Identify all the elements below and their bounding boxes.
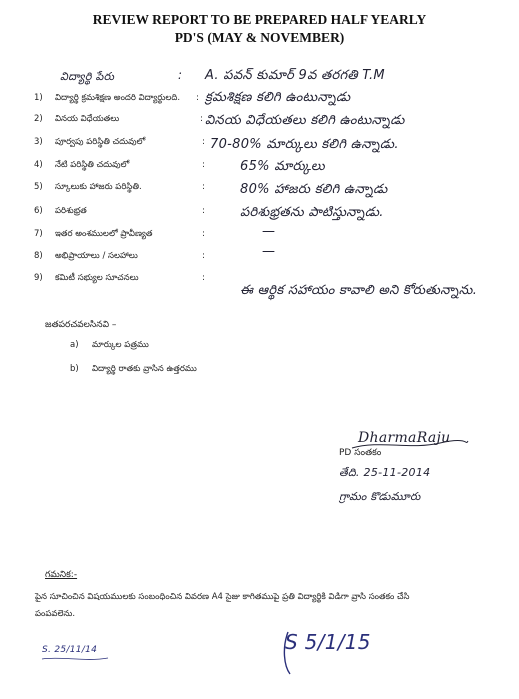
note-line-2: పంపవలెను. [35,609,76,619]
report-title: REVIEW REPORT TO BE PREPARED HALF YEARLY [92,12,427,27]
row-number: 3) [34,137,43,147]
row-value: వినయ విధేయతలు కలిగి ఉంటున్నాడు [205,113,405,128]
row-value: — [262,244,276,259]
enclosures-heading: జతపరచవలసినవి – [45,320,117,330]
row-label: పూర్వపు పరిస్థితి చదువులో [55,137,146,147]
signature-village: గ్రామం కొడుమూరు [339,490,421,503]
colon: : [178,68,183,82]
row-label: అభిప్రాయాలు / సలహాలు [55,251,138,261]
enclosure-number: b) [70,364,79,374]
row-value: పరిశుభ్రతను పాటిస్తున్నాడు. [240,205,384,220]
row-label: వినయ విధేయతలు [55,114,120,124]
row-value: క్రమశిక్షణ కలిగి ఉంటున్నాడు [205,90,351,105]
enclosure-item: విద్యార్థి రాతకు వ్రాసిన ఉత్తరము [92,364,197,374]
colon: : [200,114,203,124]
note-line-1: పైన సూచించిన విషయములకు సంబంధించిన వివరణ A4 సైజు కాగితముపై ప్రతి విద్యార్థికి విడిగా వ్రాసి సంతకం చేసి [35,592,410,602]
colon: : [202,273,205,283]
row-value: 70-80% మార్కులు కలిగి ఉన్నాడు. [210,137,399,152]
row-number: 2) [34,114,43,124]
colon: : [202,251,205,261]
colon: : [202,229,205,239]
row-number: 4) [34,160,43,170]
row-label: కమిటీ సభ్యుల సూచనలు [55,273,139,283]
row-label: స్కూలుకు హాజరు పరిస్థితి. [55,182,142,192]
row-label: పరిశుభ్రత [55,206,87,216]
initials-left: S. 25/11/14 [42,645,98,655]
pd-signature-label: PD సంతకం [339,448,382,458]
row-label: నేటి పరిస్థితి చదువులో [55,160,130,170]
note-heading: గమనిక:- [45,570,78,580]
row-label: విద్యార్థి క్రమశిక్షణ అందరి విద్యార్థులది. [55,93,181,103]
row-number: 8) [34,251,43,261]
signature-date: తేది. 25-11-2014 [339,466,431,479]
report-subtitle: PD'S (MAY & NOVEMBER) [174,30,345,45]
row-number: 6) [34,206,43,216]
initials-left-underline [40,655,110,663]
initials-right-stroke [280,628,360,678]
pd-signature: DharmaRaju [358,430,451,446]
student-name-value: A. పవన్ కుమార్ 9వ తరగతి T.M [205,68,385,83]
colon: : [202,137,205,147]
colon: : [196,93,199,103]
row-value: 65% మార్కులు [240,159,325,174]
colon: : [202,206,205,216]
colon: : [202,160,205,170]
colon: : [202,182,205,192]
row-number: 9) [34,273,43,283]
row-number: 7) [34,229,43,239]
row-label: ఇతర అంశములలో ప్రావీణ్యత [55,229,153,239]
enclosure-item: మార్కుల పత్రము [92,340,149,350]
initials-right: S 5/1/15 [285,630,371,654]
row-number: 1) [34,93,43,103]
row-value: ఈ ఆర్థిక సహాయం కావాలి అని కోరుతున్నాను. [240,283,478,298]
row-value: — [262,224,276,239]
enclosure-number: a) [70,340,79,350]
row-value: 80% హాజరు కలిగి ఉన్నాడు [240,182,388,197]
row-number: 5) [34,182,43,192]
student-name-label: విద్యార్థి పేరు [60,70,115,83]
